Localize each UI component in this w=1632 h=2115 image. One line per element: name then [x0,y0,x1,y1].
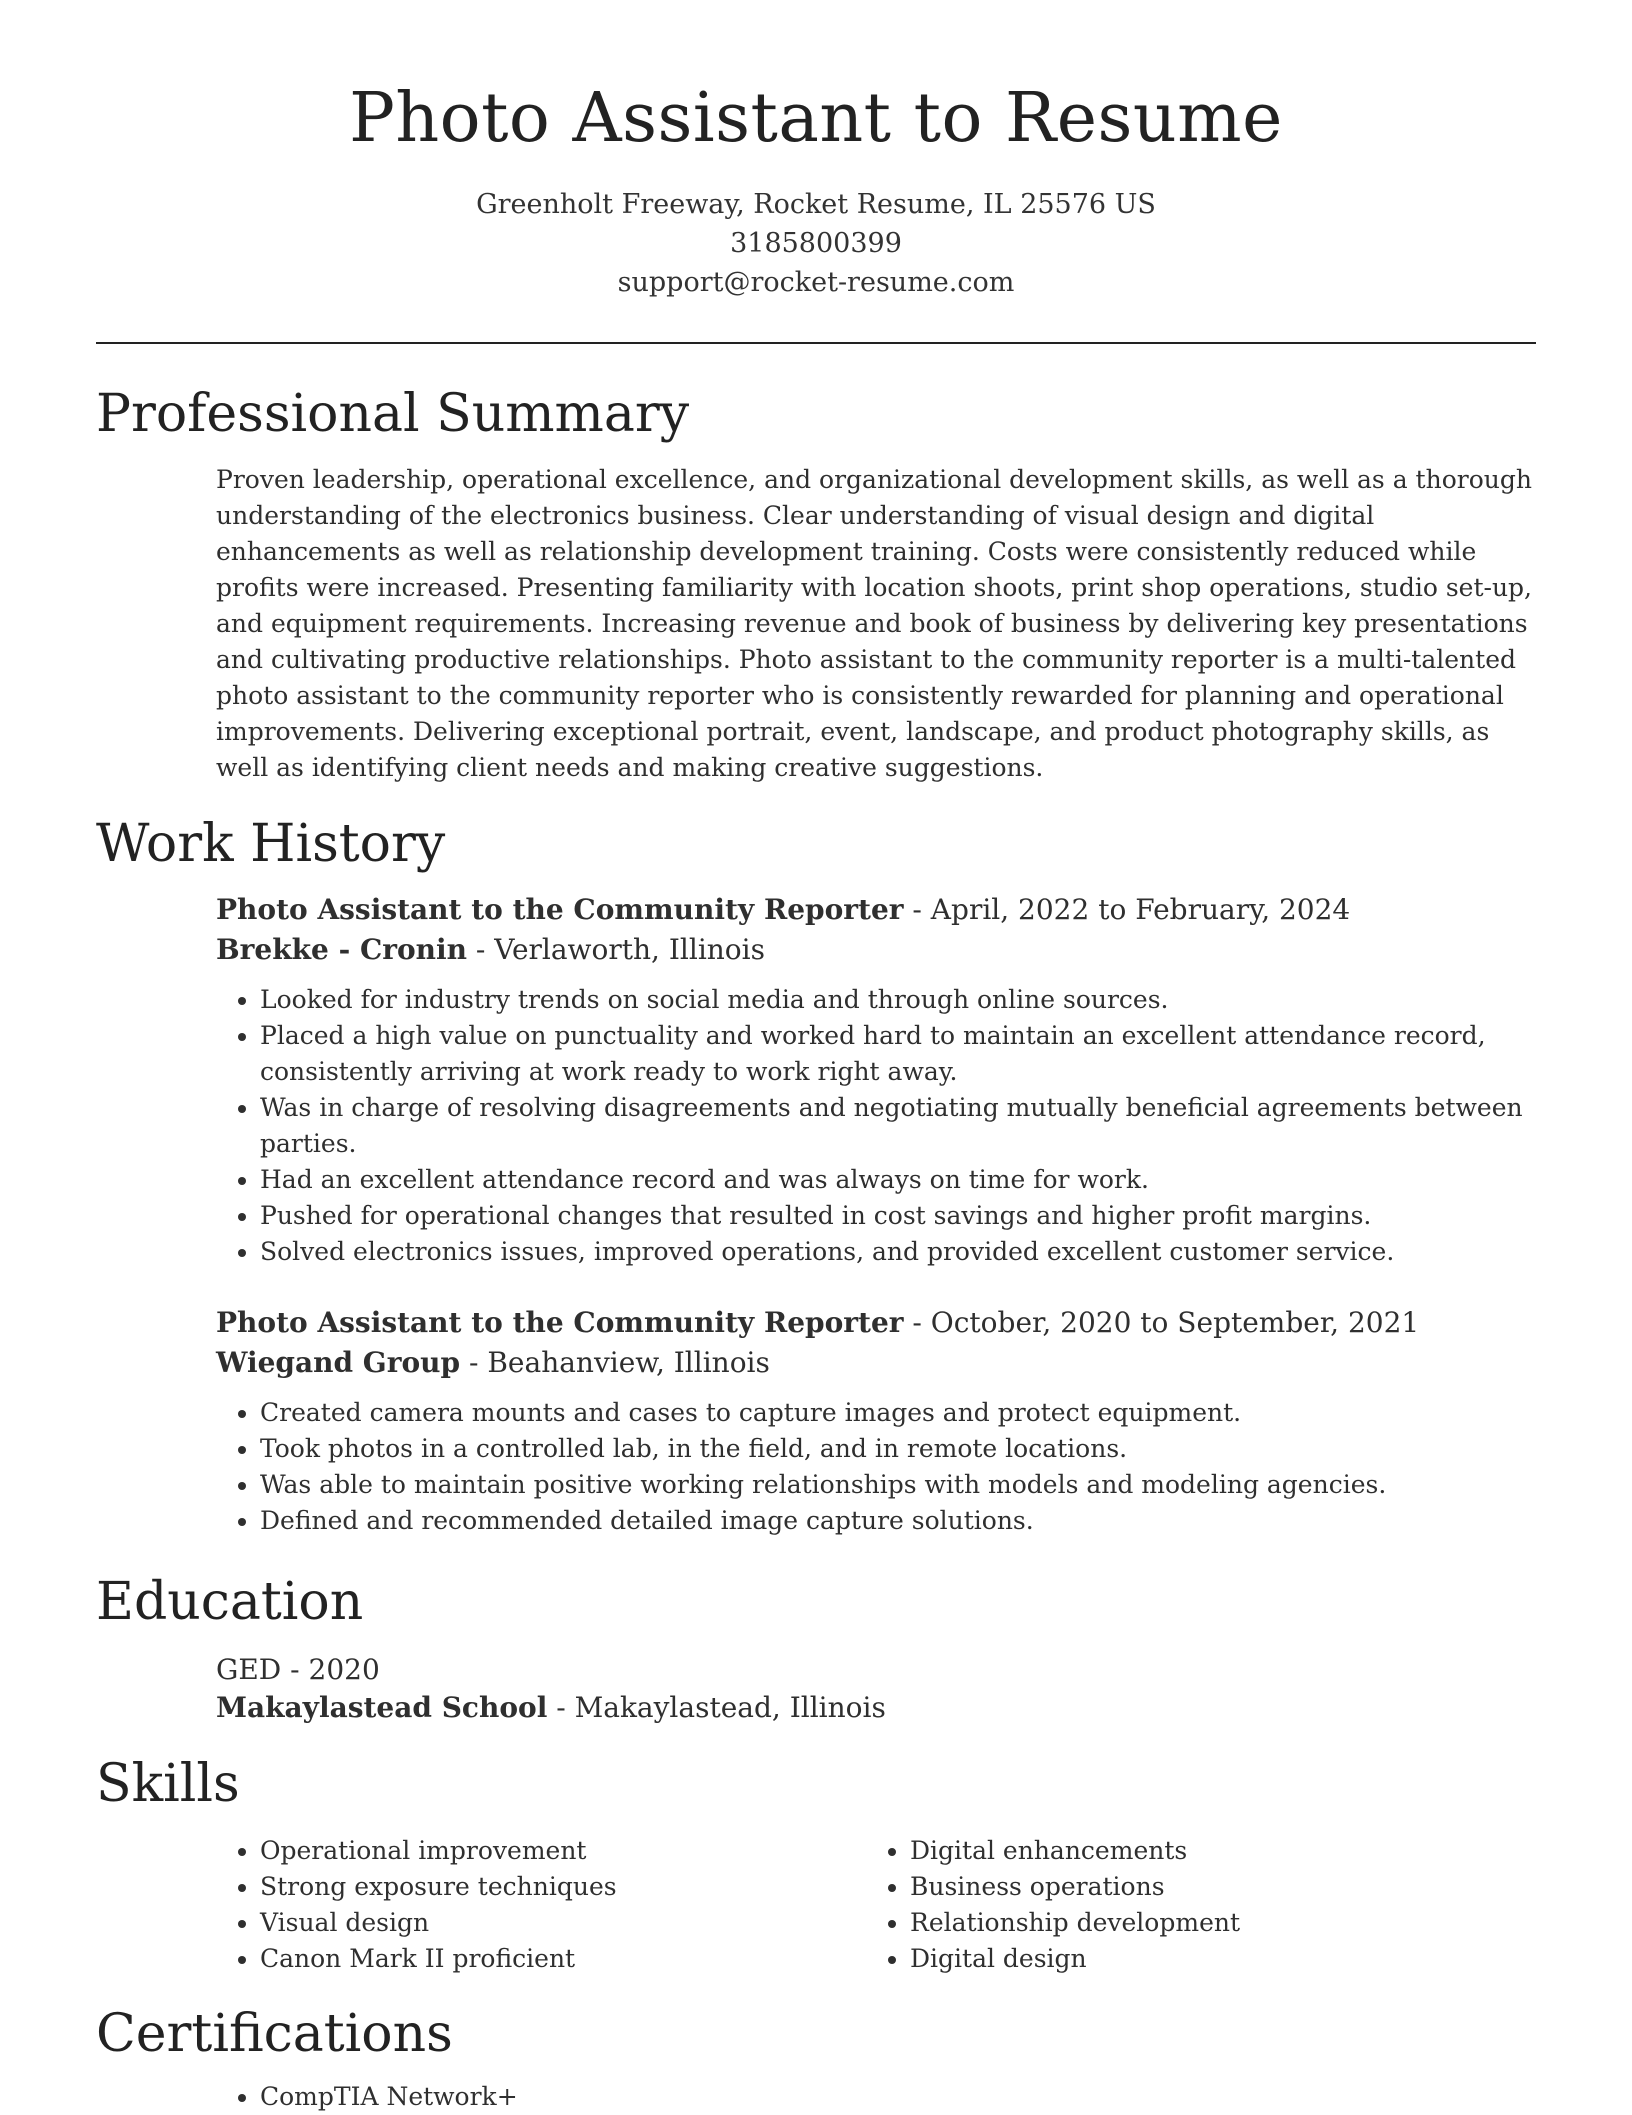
skills-list [216,1833,1536,1977]
employer-name: Wiegand Group [216,1346,461,1379]
education-heading: Education [96,1572,364,1632]
skill-item: • Canon Mark II proficient [260,1941,866,1977]
job-bullet: • Was in charge of resolving disagreements and negotiating mutually beneficial agreements between parties. [260,1090,1536,1162]
summary-heading: Professional Summary [96,384,690,444]
skill-item: • Strong exposure techniques [260,1869,866,1905]
skill-item: • Business operations [910,1869,1536,1905]
job-bullet: • Defined and recommended detailed image capture solutions. [260,1503,1536,1539]
skill-item: • Visual design [260,1905,866,1941]
school-location: - Makaylastead, Illinois [547,1691,886,1724]
job-dates: - April, 2022 to February, 2024 [903,893,1351,926]
contact-address: Greenholt Freeway, Rocket Resume, IL 25576 US [476,188,1156,220]
certification-item: • CompTIA Network+ [260,2079,1536,2115]
job-bullet: • Looked for industry trends on social media and through online sources. [260,982,1536,1018]
contact-phone: 3185800399 [730,227,902,259]
skills-column-right [866,1833,1536,1977]
job-title-line [216,1303,1536,1343]
contact-info [0,185,1632,302]
employer-location: - Beahanview, Illinois [460,1346,770,1379]
resume-header [0,0,1632,302]
resume-name: Photo Assistant to Resume [349,79,1283,158]
skill-item: • Digital enhancements [910,1833,1536,1869]
work-history-heading: Work History [96,814,446,874]
employer-location: - Verlaworth, Illinois [467,933,765,966]
skill-item: • Relationship development [910,1905,1536,1941]
header-divider [96,342,1536,344]
job-bullets [216,1395,1536,1539]
job-bullet: • Placed a high value on punctuality and worked hard to maintain an excellent attendance record, consistently arriving at work ready to work right away. [260,1018,1536,1090]
job-bullet: • Had an excellent attendance record and was always on time for work. [260,1162,1536,1198]
school-name: Makaylastead School [216,1691,548,1724]
degree-line: GED - 2020 [216,1653,380,1686]
job-bullet: • Was able to maintain positive working relationships with models and modeling agencies. [260,1467,1536,1503]
contact-email: support@rocket-resume.com [617,266,1015,298]
skill-item: • Operational improvement [260,1833,866,1869]
summary-text: Proven leadership, operational excellence, and organizational development skills, as well as a thorough understanding of the electronics business. Clear understanding of visual design and digital enhancements as well as relationship development training. Costs were consistently reduced while profits were increased. Presenting familiarity with location shoots, print shop operations, studio set-up, and equipment requirements. Increasing revenue and book of business by delivering key presentations and cultivating productive relationships. Photo assistant to the community reporter is a multi-talented photo assistant to the community reporter who is consistently rewarded for planning and operational improvements. Delivering exceptional portrait, event, landscape, and product photography skills, as well as identifying client needs and making creative suggestions. [216,465,1532,782]
job-title-line [216,890,1536,930]
job-bullet: • Took photos in a controlled lab, in the field, and in remote locations. [260,1431,1536,1467]
job-role: Photo Assistant to the Community Reporter [216,893,904,926]
certifications-bullets [216,2079,1536,2115]
job-bullets [216,982,1536,1270]
job-entry-1 [216,890,1536,1270]
skill-item: • Digital design [910,1941,1536,1977]
certifications-heading: Certifications [96,2004,453,2064]
school-line [216,1689,1536,1727]
certifications-list [216,2079,1536,2115]
job-dates: - October, 2020 to September, 2021 [903,1306,1420,1339]
job-bullet: • Created camera mounts and cases to capture images and protect equipment. [260,1395,1536,1431]
job-bullet: • Solved electronics issues, improved operations, and provided excellent customer service. [260,1234,1536,1270]
skills-column-left [216,1833,866,1977]
job-bullet: • Pushed for operational changes that resulted in cost savings and higher profit margins. [260,1198,1536,1234]
employer-line [216,930,1536,970]
job-role: Photo Assistant to the Community Reporter [216,1306,904,1339]
skills-heading: Skills [96,1754,240,1814]
employer-name: Brekke - Cronin [216,933,468,966]
education-entry [216,1651,1536,1727]
employer-line [216,1343,1536,1383]
job-entry-2 [216,1303,1536,1539]
